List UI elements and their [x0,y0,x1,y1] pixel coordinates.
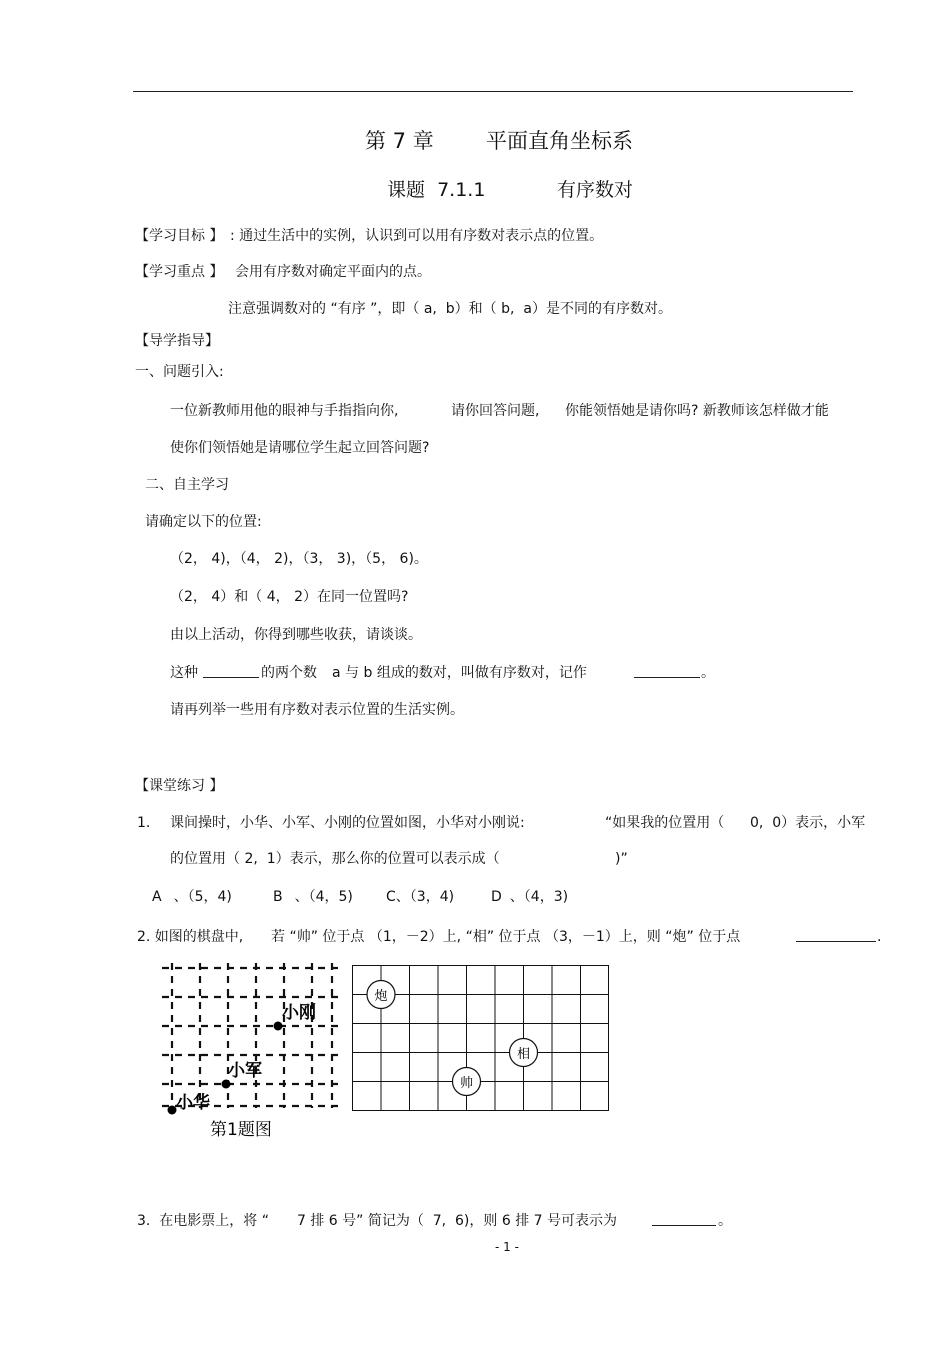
q3-text-c: 。 [718,1213,732,1229]
q1-text-c: 0, 0）表示，小军 [750,815,866,831]
q1-text-d: 的位置用（ 2, 1）表示，那么你的位置可以表示成（ [170,851,500,867]
chapter-title: 平面直角坐标系 [486,129,633,153]
q1-text-b: “如果我的位置用（ [605,815,725,831]
fig1-label-xiaohua: 小华 [176,1093,210,1113]
figure-1-grid [162,963,338,1141]
definition-a: 这种 [170,665,198,681]
option-value: 、（3，4) [395,889,455,905]
q1-option-d[interactable] [491,888,568,906]
section1-title: 一、问题引入: [135,364,224,380]
q1-option-b[interactable] [273,888,353,906]
section2-points: （2， 4)，（4， 2)，（3， 3)，（5， 6)。 [170,551,428,567]
q3-text-a: 3. 在电影票上，将 “ [137,1213,269,1229]
focus-text: 会用有序数对确定平面内的点。 [235,264,431,280]
q1-text-a: 课间操时，小华、小军、小刚的位置如图，小华对小刚说: [170,815,525,831]
guide-label: 【导学指导】 [135,333,219,349]
lesson-number: 课题 7.1.1 [387,179,486,201]
option-key: B [273,889,283,905]
q2-text-c: . [877,929,882,945]
option-value: 、（4，5) [294,889,353,905]
definition-d: 。 [701,665,715,681]
section2-same-question: （2， 4）和（ 4， 2）在同一位置吗? [170,589,409,605]
q2-answer-blank[interactable] [796,929,876,942]
section1-para-b: 请你回答问题, [451,403,540,419]
q2-text-a: 2. 如图的棋盘中, [137,929,244,945]
elephant-piece [510,1039,538,1067]
q1-number: 1. [137,815,151,831]
order-note: 注意强调数对的 “有序 ”，即（ a, b）和（ b, a）是不同的有序数对。 [228,301,672,317]
option-key: C [386,889,396,905]
option-key: D [491,889,502,905]
header-rule [133,91,853,92]
definition-c: a 与 b 组成的数对，叫做有序数对，记作 [332,665,587,681]
q3-text-b: 7 排 6 号” 简记为（ 7, 6)，则 6 排 7 号可表示为 [297,1213,618,1229]
section2-gain: 由以上活动，你得到哪些收获，请谈谈。 [170,627,422,643]
definition-blank-1[interactable] [203,665,259,678]
option-value: 、（5，4) [173,889,232,905]
chapter-number: 第 7 章 [365,129,434,153]
definition-b: 的两个数 [261,665,317,681]
cannon-label: 炮 [374,989,388,1004]
goal-label: 【学习目标 】 [135,228,224,244]
page-number: - 1 - [495,1240,519,1254]
q1-option-a[interactable] [152,888,232,906]
option-key: A [152,889,162,905]
section1-para-2: 使你们领悟她是请哪位学生起立回答问题? [170,440,430,456]
lesson-title: 有序数对 [557,179,634,201]
figure-2-chessboard [350,962,612,1114]
definition-blank-2[interactable] [634,665,700,678]
elephant-label: 相 [516,1047,531,1062]
q3-answer-blank[interactable] [652,1213,716,1226]
practice-label: 【课堂练习 】 [135,778,224,794]
section1-para-a: 一位新教师用他的眼神与手指指向你, [170,403,399,419]
focus-label: 【学习重点 】 [135,264,224,280]
fig1-label-xiaogang: 小刚 [282,1003,316,1023]
q1-option-c[interactable] [386,888,454,906]
q1-text-e: )” [615,851,628,867]
section1-para-c: 你能领悟她是请你吗? 新教师该怎样做才能 [565,403,829,419]
fig1-label-xiaojun: 小军 [228,1061,262,1081]
q2-text-b: 若 “帅” 位于点 （1，－2）上, “相” 位于点 （3，－1）上，则 “炮” 位于点 [271,929,741,945]
general-piece [453,1068,481,1096]
general-label: 帅 [459,1076,474,1091]
fig1-caption: 第1题图 [210,1120,272,1140]
cannon-piece [367,981,395,1009]
section2-ask: 请确定以下的位置: [145,514,262,530]
option-value: 、（4，3) [509,889,569,905]
section2-title: 二、自主学习 [145,477,229,493]
section2-more: 请再列举一些用有序数对表示位置的生活实例。 [170,702,464,718]
goal-text: : 通过生活中的实例，认识到可以用有序数对表示点的位置。 [230,228,604,244]
